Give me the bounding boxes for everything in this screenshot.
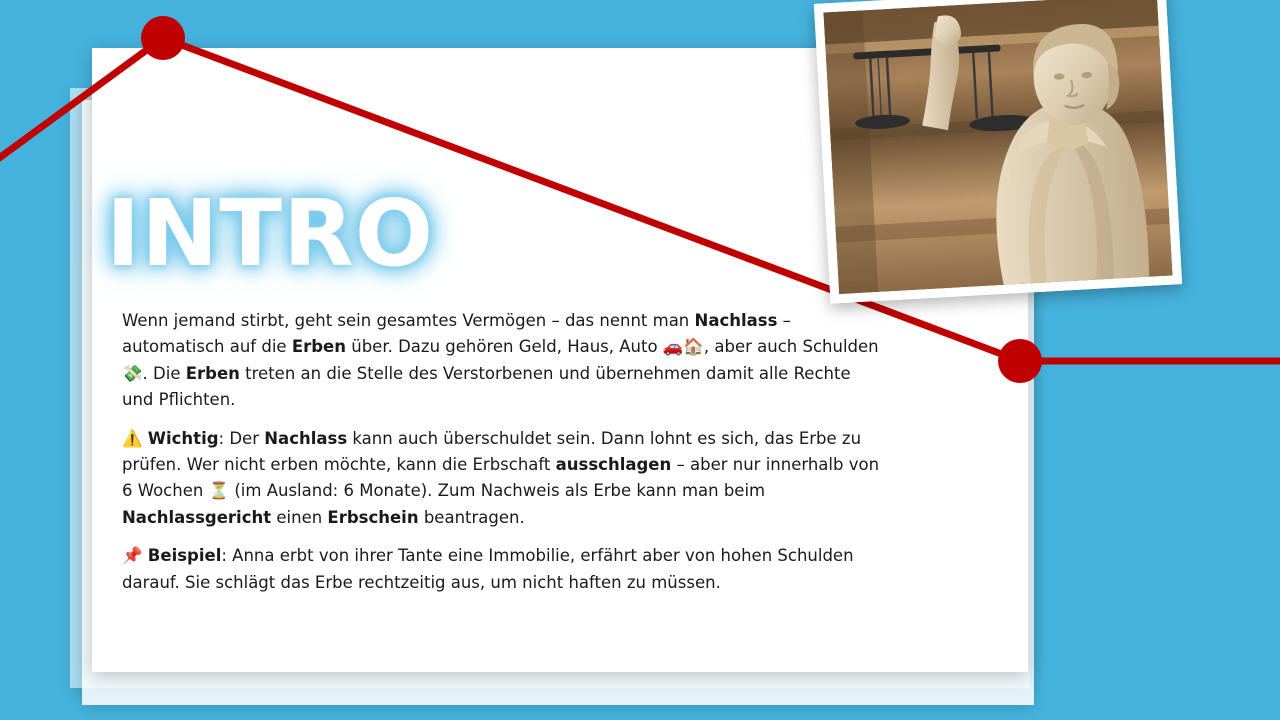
body-text <box>122 308 882 608</box>
paragraph-1: Wenn jemand stirbt, geht sein gesamtes Vermögen – das nennt man Nachlass – automatisch auf die Erben über. Dazu gehören Geld, Haus, Auto 🚗🏠, aber auch Schulden 💸. Die Erben treten an die Stelle des Verstorbenen und übernehmen damit alle Rechte und Pflichten. <box>122 311 879 410</box>
photo-inner <box>823 0 1172 294</box>
paragraph-2: ⚠️ Wichtig: Der Nachlass kann auch überschuldet sein. Dann lohnt es sich, das Erbe zu prüfen. Wer nicht erben möchte, kann die Erbschaft ausschlagen – aber nur innerhalb von 6 Wochen ⏳ (im Ausland: 6 Monate). Zum Nachweis als Erbe kann man beim Nachlassgericht einen Erbschein beantragen. <box>122 428 880 527</box>
justitia-statue-photo <box>814 0 1182 304</box>
page-title: INTRO <box>106 180 435 287</box>
paragraph-3: 📌 Beispiel: Anna erbt von ihrer Tante eine Immobilie, erfährt aber von hohen Schulden darauf. Sie schlägt das Erbe rechtzeitig aus, um nicht haften zu müssen. <box>122 546 854 592</box>
statue-illustration <box>823 0 1172 294</box>
